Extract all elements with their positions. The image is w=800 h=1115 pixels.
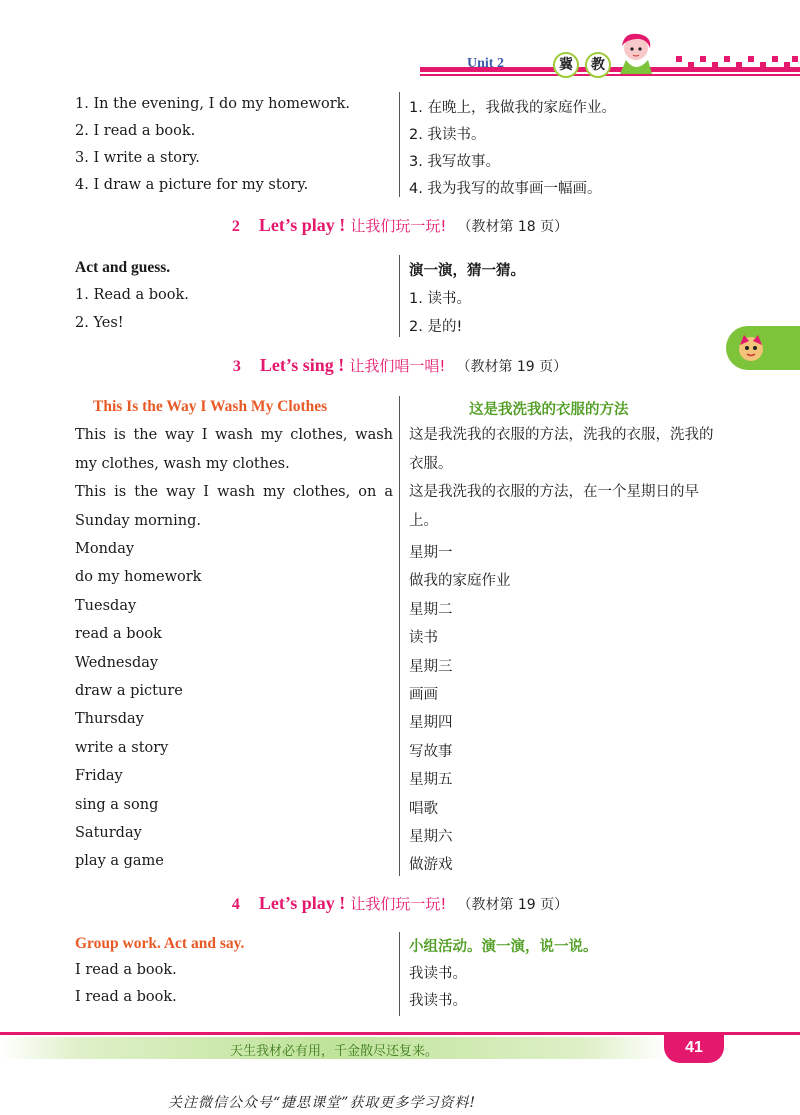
song-line-en: Thursday [75, 711, 144, 727]
song-line-en: write a story [75, 740, 169, 756]
section-number: 4 [231, 896, 240, 913]
section-title: Let’s play ! [258, 215, 346, 235]
song-verse-en: This is the way I wash my clothes, wash my clothes, wash my clothes. [75, 427, 393, 472]
sentence-zh: 4. 我为我写的故事画一幅画。 [409, 181, 602, 197]
song-line-zh: 画画 [409, 687, 438, 703]
section-title-cn: 让我们玩一玩! [350, 217, 447, 235]
sentence-en: 4. I draw a picture for my story. [75, 177, 309, 193]
section-heading-4 [0, 893, 800, 914]
song-line-zh: 星期六 [409, 829, 453, 845]
activity-heading-zh: 演一演，猜一猜。 [409, 263, 525, 279]
handwritten-note: 关注微信公众号“捷思课堂”获取更多学习资料! [168, 1095, 476, 1111]
activity-heading-zh: 小组活动。演一演，说一说。 [409, 939, 598, 955]
sentence-zh: 我读书。 [409, 993, 467, 1009]
song-verse-en: This is the way I wash my clothes, on a Sunday morning. [75, 484, 393, 529]
publisher-badge-ji: 冀 [553, 52, 579, 78]
column-divider [399, 396, 400, 876]
song-line-zh: 星期一 [409, 545, 453, 561]
sentence-en: 3. I write a story. [75, 150, 200, 166]
song-line-en: Wednesday [75, 655, 159, 671]
section-heading-3 [0, 355, 800, 376]
section-heading-2 [0, 215, 800, 236]
song-line-zh: 写故事 [409, 744, 453, 760]
sentence-zh: 2. 我读书。 [409, 127, 486, 143]
cartoon-girl-icon [612, 30, 662, 76]
sentence-en: I read a book. [75, 962, 177, 978]
unit-label: Unit 2 [467, 56, 504, 71]
song-line-zh: 唱歌 [409, 801, 438, 817]
song-line-zh: 读书 [409, 630, 438, 646]
song-line-en: Saturday [75, 825, 142, 841]
song-verse-zh: 这是我洗我的衣服的方法，洗我的衣服，洗我的衣服。 [409, 427, 714, 472]
page-number: 41 [664, 1033, 724, 1063]
song-line-en: Tuesday [75, 598, 137, 614]
song-line-en: play a game [75, 853, 164, 869]
song-line-zh: 星期四 [409, 715, 453, 731]
sentence-zh: 3. 我写故事。 [409, 154, 500, 170]
activity-heading-en: Group work. Act and say. [75, 935, 245, 952]
textbook-page-ref: （教材第 19 页） [457, 897, 569, 913]
page-header [0, 0, 800, 92]
song-line-zh: 做我的家庭作业 [409, 573, 511, 589]
sentence-zh: 1. 读书。 [409, 291, 471, 307]
song-line-zh: 星期二 [409, 602, 453, 618]
footer-slogan: 天生我材必有用，千金散尽还复来。 [230, 1044, 439, 1059]
publisher-badge-jiao: 教 [585, 52, 611, 78]
song-line-en: draw a picture [75, 683, 183, 699]
song-title-zh: 这是我洗我的衣服的方法 [469, 402, 629, 418]
song-title-en: This Is the Way I Wash My Clothes [93, 398, 328, 415]
textbook-page-ref: （教材第 19 页） [456, 359, 568, 375]
sentence-zh: 我读书。 [409, 966, 467, 982]
sentence-en: 2. I read a book. [75, 123, 196, 139]
sentence-en: 1. In the evening, I do my homework. [75, 96, 351, 112]
song-line-en: Friday [75, 768, 123, 784]
song-line-zh: 星期五 [409, 772, 453, 788]
textbook-page-ref: （教材第 18 页） [457, 219, 569, 235]
sentence-en: I read a book. [75, 989, 177, 1005]
header-rule-thin [420, 74, 800, 76]
song-line-zh: 星期三 [409, 659, 453, 675]
song-line-en: read a book [75, 626, 162, 642]
section-title: Let’s sing ! [259, 355, 345, 375]
sentence-zh: 1. 在晚上，我做我的家庭作业。 [409, 100, 616, 116]
song-line-zh: 做游戏 [409, 857, 453, 873]
song-line-en: Monday [75, 541, 135, 557]
column-divider [399, 932, 400, 1016]
song-verse-zh: 这是我洗我的衣服的方法，在一个星期日的早上。 [409, 484, 699, 529]
sentence-en: 1. Read a book. [75, 287, 189, 303]
section-number: 2 [231, 218, 240, 235]
sentence-en: 2. Yes! [75, 315, 124, 331]
activity-heading-en: Act and guess. [75, 259, 171, 276]
song-line-en: sing a song [75, 797, 159, 813]
column-divider [399, 255, 400, 337]
column-divider [399, 92, 400, 197]
checker-decoration [676, 56, 800, 74]
section-title-cn: 让我们唱一唱! [349, 357, 446, 375]
section-title-cn: 让我们玩一玩! [350, 895, 447, 913]
section-number: 3 [232, 358, 241, 375]
song-line-en: do my homework [75, 569, 202, 585]
sentence-zh: 2. 是的! [409, 319, 463, 335]
section-title: Let’s play ! [258, 893, 346, 913]
